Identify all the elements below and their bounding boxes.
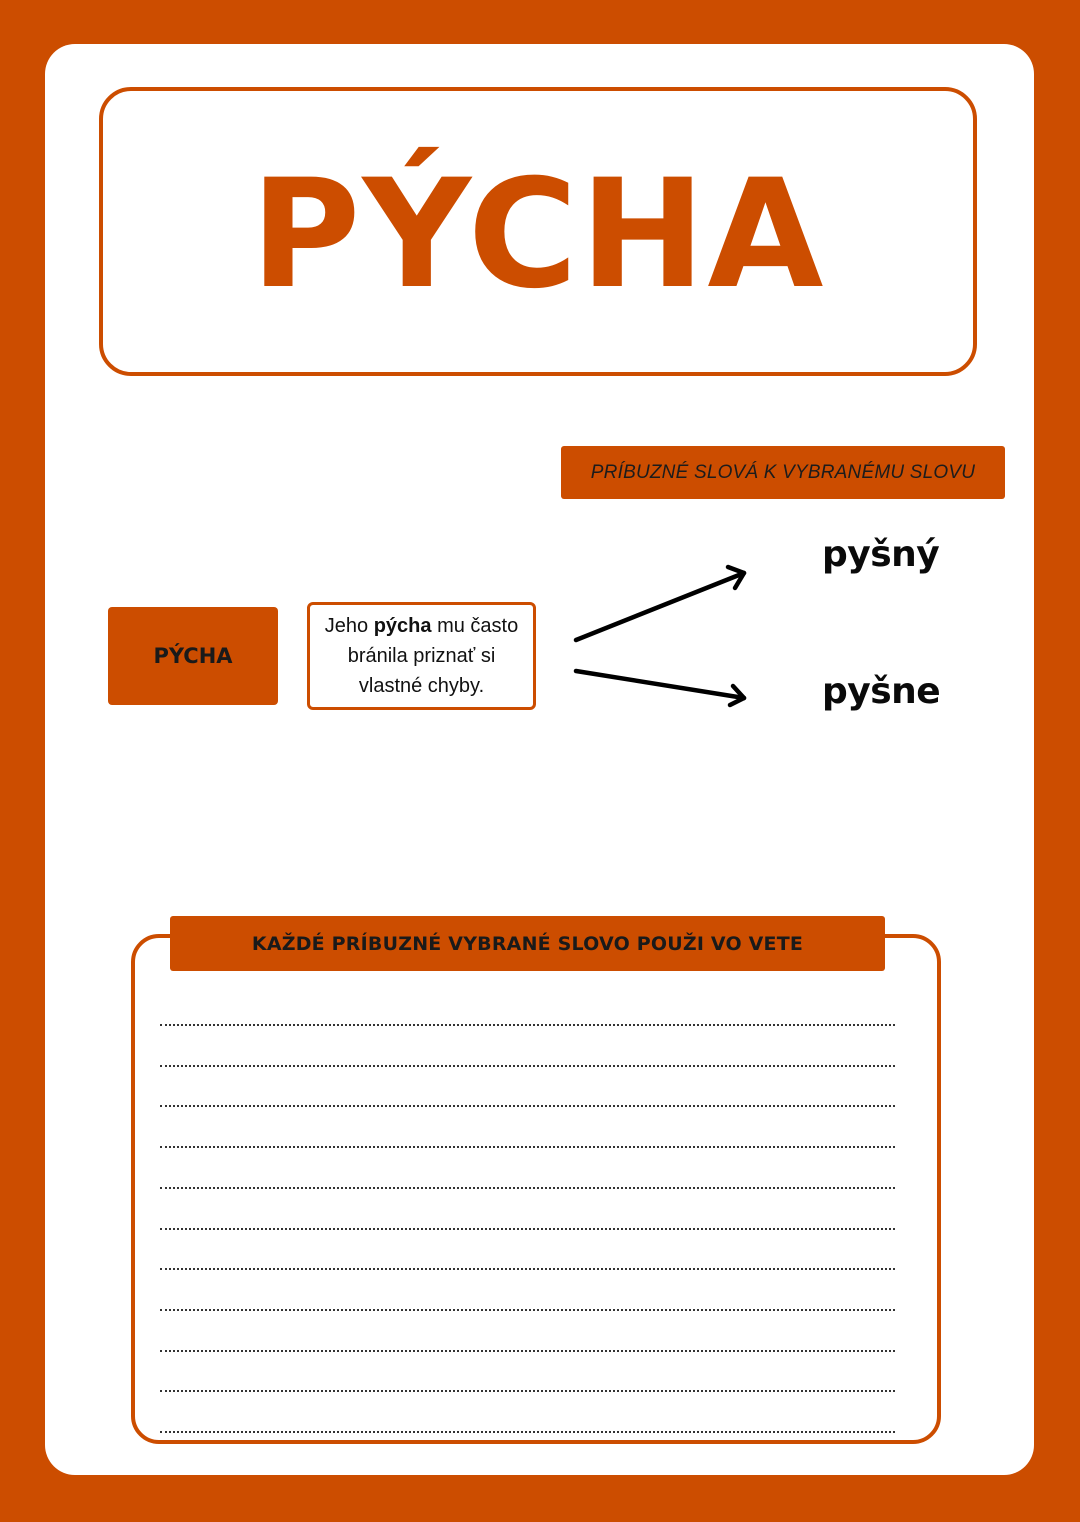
sentence-highlight: pýcha [373,615,432,637]
writing-line[interactable] [160,1350,895,1352]
title-frame [99,87,977,376]
related-word-2: pyšne [822,671,941,712]
writing-area [131,934,941,1444]
writing-line[interactable] [160,1065,895,1067]
chosen-word-box: PÝCHA [108,607,278,705]
sentence-before: Jeho [324,615,374,637]
writing-line[interactable] [160,1187,895,1189]
writing-line[interactable] [160,1431,895,1433]
example-sentence-box [307,602,536,710]
writing-line[interactable] [160,1309,895,1311]
writing-line[interactable] [160,1228,895,1230]
writing-line[interactable] [160,1390,895,1392]
writing-heading: KAŽDÉ PRÍBUZNÉ VYBRANÉ SLOVO POUŽI VO VETE [170,916,885,971]
writing-line[interactable] [160,1105,895,1107]
writing-line[interactable] [160,1146,895,1148]
related-word-1: pyšný [822,534,940,575]
sentence-after: mu často bránila priznať si vlastné chyby. [347,615,519,697]
page-title: PÝCHA [250,147,826,322]
example-sentence [316,611,527,701]
writing-line[interactable] [160,1268,895,1270]
related-words-heading: PRÍBUZNÉ SLOVÁ K VYBRANÉMU SLOVU [561,446,1005,499]
writing-line[interactable] [160,1024,895,1026]
